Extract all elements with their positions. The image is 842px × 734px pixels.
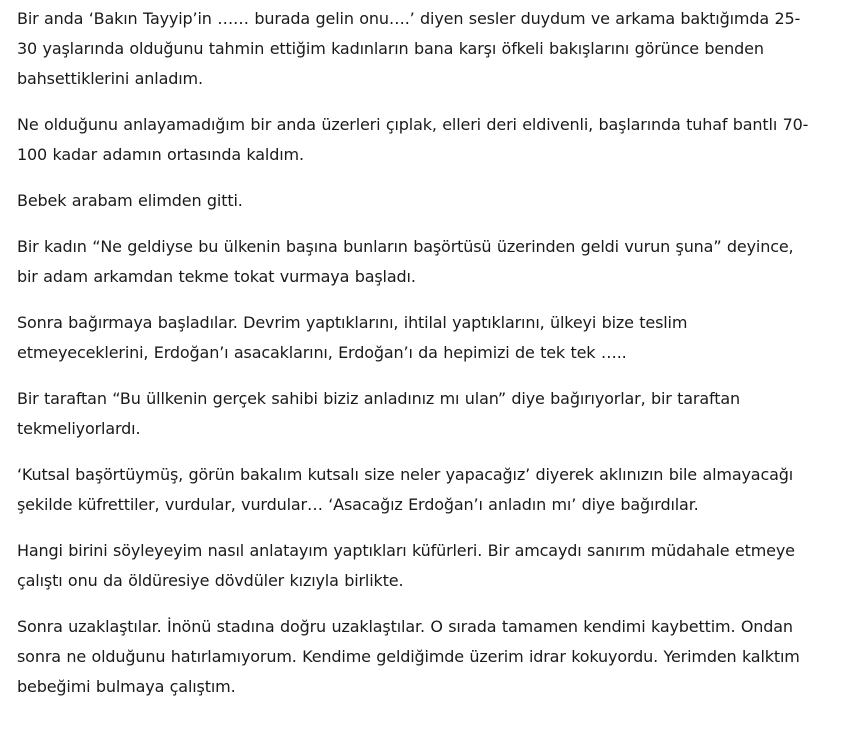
- paragraph-7: ‘Kutsal başörtüymüş, görün bakalım kutsalı size neler yapacağız’ diyerek aklınızın bile almayacağı şekilde küfrettiler, vurdular, vurdular… ‘Asacağız Erdoğan’ı anladın mı’ diye bağırdılar.: [17, 465, 794, 514]
- paragraph-4: Bir kadın “Ne geldiyse bu ülkenin başına bunların başörtüsü üzerinden geldi vurun şuna” deyince, bir adam arkamdan tekme tokat vurmaya başladı.: [17, 237, 794, 286]
- paragraph-5: Sonra bağırmaya başladılar. Devrim yaptıklarını, ihtilal yaptıklarını, ülkeyi bize teslim etmeyeceklerini, Erdoğan’ı asacaklarını, Erdoğan’ı da hepimizi de tek tek …..: [17, 313, 688, 362]
- paragraph-8: Hangi birini söyleyeyim nasıl anlatayım yaptıkları küfürleri. Bir amcaydı sanırım müdahale etmeye çalıştı onu da öldüresiye dövdüler kızıyla birlikte.: [17, 541, 795, 590]
- paragraph-6: Bir taraftan “Bu üllkenin gerçek sahibi biziz anladınız mı ulan” diye bağırıyorlar, bir taraftan tekmeliyorlardı.: [17, 389, 740, 438]
- paragraph-1: Bir anda ‘Bakın Tayyip’in …… burada gelin onu….’ diyen sesler duydum ve arkama baktığımda 25-30 yaşlarında olduğunu tahmin ettiğim kadınların bana karşı öfkeli bakışlarını görünce benden bahsettiklerini anladım.: [17, 9, 801, 88]
- paragraph-9: Sonra uzaklaştılar. İnönü stadına doğru uzaklaştılar. O sırada tamamen kendimi kaybettim. Ondan sonra ne olduğunu hatırlamıyorum. Kendime geldiğimde üzerim idrar kokuyordu. Yerimden kalktım bebeğimi bulmaya çalıştım.: [17, 617, 800, 696]
- paragraph-3: Bebek arabam elimden gitti.: [17, 191, 243, 210]
- paragraph-2: Ne olduğunu anlayamadığım bir anda üzerleri çıplak, elleri deri eldivenli, başlarında tuhaf bantlı 70-100 kadar adamın ortasında kaldım.: [17, 115, 809, 164]
